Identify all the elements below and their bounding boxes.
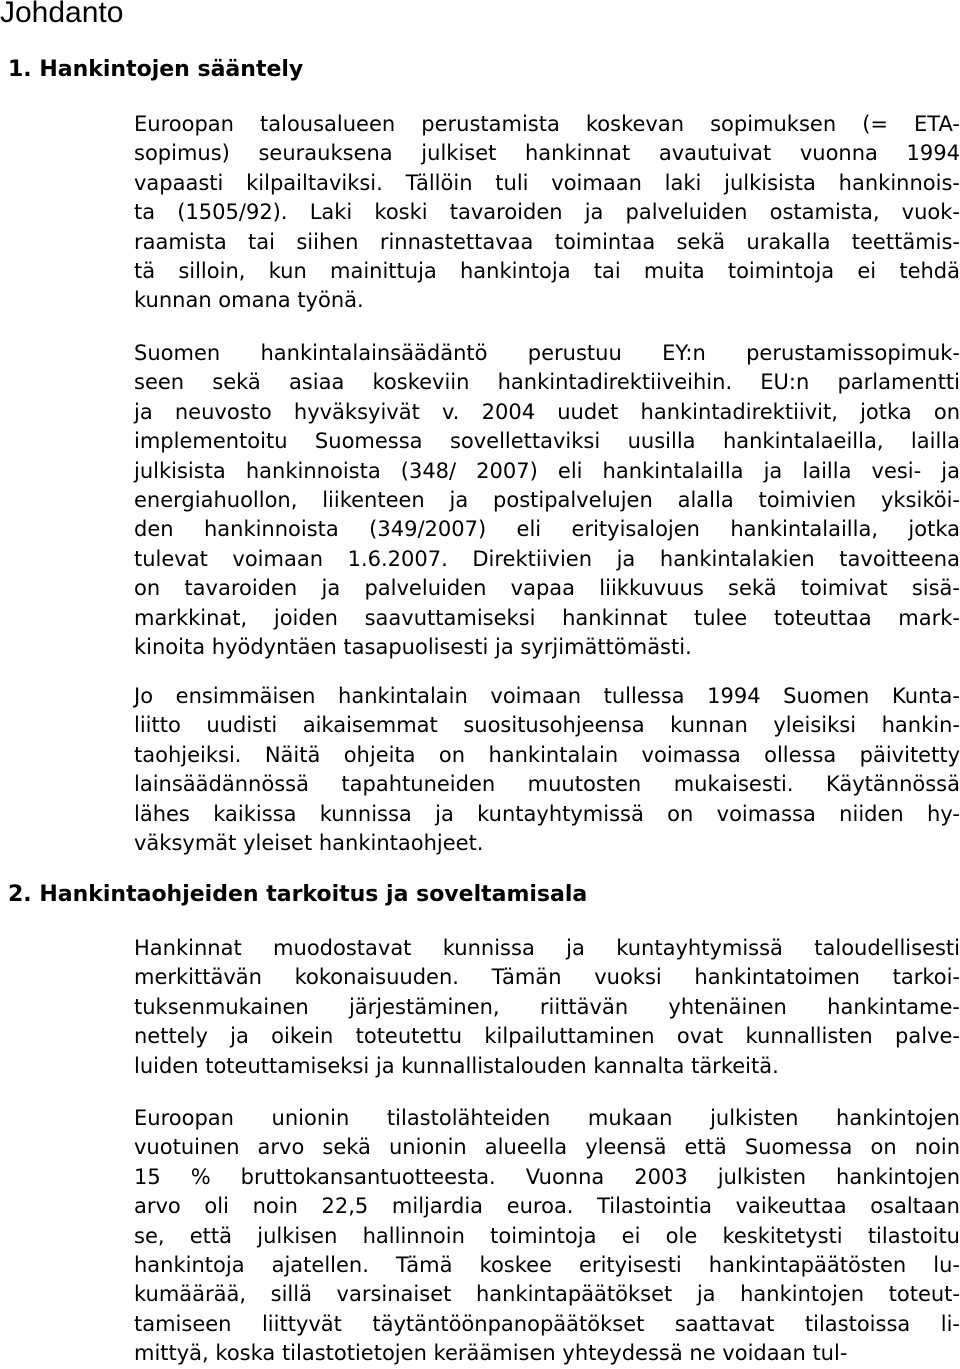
paragraph bbox=[134, 934, 960, 1081]
paragraph-line: sopimus) seurauksena julkiset hankinnat avautuivat vuonna 1994 bbox=[134, 141, 960, 166]
paragraph-line: vuotuinen arvo sekä unionin alueella yleensä että Suomessa on noin bbox=[134, 1135, 960, 1160]
paragraph-line: nettely ja oikein toteutettu kilpailuttaminen ovat kunnallisten palve- bbox=[134, 1024, 960, 1049]
paragraph-line: implementoitu Suomessa sovellettaviksi uusilla hankintalaeilla, lailla bbox=[134, 429, 960, 454]
section-heading-2: 2. Hankintaohjeiden tarkoitus ja soveltamisala bbox=[8, 882, 588, 907]
paragraph-line: raamista tai siihen rinnastettavaa toimintaa sekä urakalla teettämis- bbox=[134, 229, 960, 254]
paragraph-line: se, että julkisen hallinnoin toimintoja ei ole keskitetysti tilastoitu bbox=[134, 1223, 960, 1248]
paragraph-line: Euroopan unionin tilastolähteiden mukaan julkisten hankintojen bbox=[134, 1106, 960, 1130]
paragraph-line: markkinat, joiden saavuttamiseksi hankinnat tulee toteuttaa mark- bbox=[134, 605, 960, 630]
paragraph-line: 15 % bruttokansantuotteesta. Vuonna 2003 julkisten hankintojen bbox=[134, 1164, 960, 1189]
paragraph-line: ta (1505/92). Laki koski tavaroiden ja palveluiden ostamista, vuok- bbox=[134, 200, 960, 225]
paragraph-line: arvo oli noin 22,5 miljardia euroa. Tilastointia vaikeuttaa osaltaan bbox=[134, 1194, 960, 1219]
paragraph-line: väksymät yleiset hankintaohjeet. bbox=[134, 830, 484, 855]
document-title: Johdanto bbox=[0, 0, 124, 29]
paragraph-line: taohjeiksi. Näitä ohjeita on hankintalain voimassa ollessa päivitetty bbox=[134, 742, 960, 767]
paragraph bbox=[134, 339, 960, 662]
section-heading-1: 1. Hankintojen sääntely bbox=[8, 57, 304, 82]
paragraph-line: tä silloin, kun mainittuja hankintoja tai muita toimintoja ei tehdä bbox=[134, 258, 960, 283]
paragraph-line: Jo ensimmäisen hankintalain voimaan tullessa 1994 Suomen Kunta- bbox=[134, 684, 960, 708]
paragraph-line: den hankinnoista (349/2007) eli erityisalojen hankintalailla, jotka bbox=[134, 517, 960, 542]
paragraph bbox=[134, 682, 960, 858]
paragraph-line: liitto uudisti aikaisemmat suositusohjeensa kunnan yleisiksi hankin- bbox=[134, 713, 960, 738]
paragraph-line: kumäärää, sillä varsinaiset hankintapäätökset ja hankintojen toteut- bbox=[134, 1282, 960, 1307]
paragraph-line: on tavaroiden ja palveluiden vapaa liikkuvuus sekä toimivat sisä- bbox=[134, 576, 960, 601]
paragraph-line: mittyä, koska tilastotietojen keräämisen yhteydessä ne voidaan tul- bbox=[134, 1341, 848, 1366]
paragraph bbox=[134, 1104, 960, 1369]
paragraph-line: lähes kaikissa kunnissa ja kuntayhtymissä on voimassa niiden hy- bbox=[134, 801, 960, 826]
paragraph-line: seen sekä asiaa koskeviin hankintadirektiiveihin. EU:n parlamentti bbox=[134, 370, 960, 395]
paragraph-line: kinoita hyödyntäen tasapuolisesti ja syrjimättömästi. bbox=[134, 634, 692, 659]
paragraph-line: energiahuollon, liikenteen ja postipalvelujen alalla toimivien yksiköi- bbox=[134, 487, 960, 512]
paragraph-line: julkisista hankinnoista (348/ 2007) eli hankintalailla ja lailla vesi- ja bbox=[134, 458, 960, 483]
paragraph-line: Suomen hankintalainsäädäntö perustuu EY:n perustamissopimuk- bbox=[134, 341, 960, 365]
paragraph-line: merkittävän kokonaisuuden. Tämän vuoksi hankintatoimen tarkoi- bbox=[134, 965, 960, 990]
paragraph-line: tamiseen liittyvät täytäntöönpanopäätökset saattavat tilastoissa li- bbox=[134, 1311, 960, 1336]
paragraph-line: tulevat voimaan 1.6.2007. Direktiivien ja hankintalakien tavoitteena bbox=[134, 546, 960, 571]
paragraph-line: Euroopan talousalueen perustamista koskevan sopimuksen (= ETA- bbox=[134, 112, 960, 136]
paragraph-line: Hankinnat muodostavat kunnissa ja kuntayhtymissä taloudellisesti bbox=[134, 936, 960, 960]
paragraph bbox=[134, 110, 960, 316]
paragraph-line: tuksenmukainen järjestäminen, riittävän yhtenäinen hankintame- bbox=[134, 994, 960, 1019]
paragraph-line: kunnan omana työnä. bbox=[134, 288, 364, 313]
paragraph-line: hankintoja ajatellen. Tämä koskee erityisesti hankintapäätösten lu- bbox=[134, 1252, 960, 1277]
paragraph-line: ja neuvosto hyväksyivät v. 2004 uudet hankintadirektiivit, jotka on bbox=[134, 399, 960, 424]
paragraph-line: vapaasti kilpailtaviksi. Tällöin tuli voimaan laki julkisista hankinnois- bbox=[134, 170, 960, 195]
paragraph-line: lainsäädännössä tapahtuneiden muutosten mukaisesti. Käytännössä bbox=[134, 772, 960, 797]
paragraph-line: luiden toteuttamiseksi ja kunnallistalouden kannalta tärkeitä. bbox=[134, 1053, 779, 1078]
